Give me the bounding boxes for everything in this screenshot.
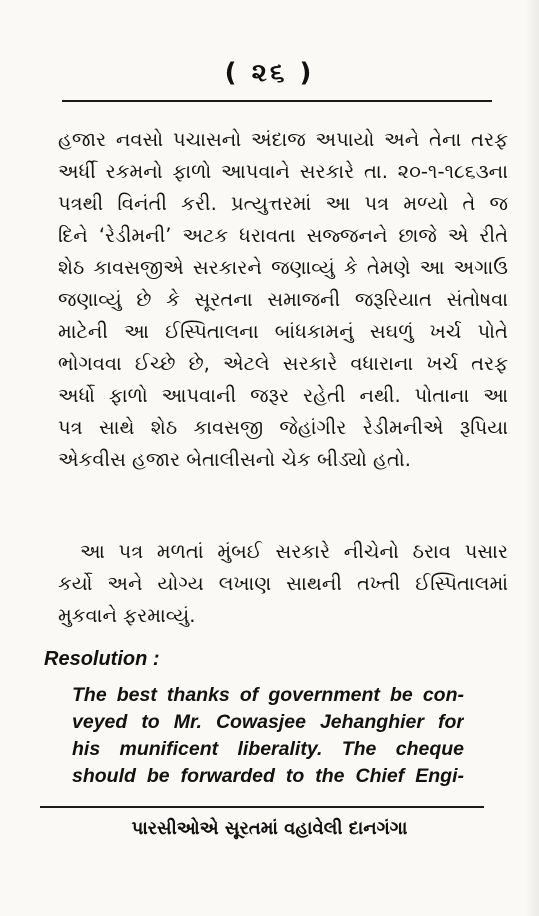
page-number: ( ૨૬ ): [224, 58, 315, 88]
text-line: દિને ‘રેડીમની’ અટક ધરાવતા સજ્જનને છાજે એ રીતે: [58, 224, 508, 247]
text-line: હજાર નવસો પચાસનો અંદાજ અપાયો અને તેના તરફ: [58, 128, 508, 151]
paragraph-1: [58, 124, 508, 476]
text-line: કર્યો અને યોગ્ય લખાણ સાથની તખ્તી ઈસ્પિતાલમાં: [58, 572, 508, 595]
quote-line: The best thanks of government be con-: [72, 684, 464, 706]
text-line: શેઠ કાવસજીએ સરકારને જણાવ્યું કે તેમણે આ અગાઉ: [58, 256, 508, 279]
page-edge-shadow: [525, 0, 539, 916]
text-line: જણાવ્યું છે કે સૂરતના સમાજની જરૂરિયાત સંતોષવા: [58, 288, 508, 311]
text-line: મુકવાને ફરમાવ્યું.: [58, 604, 196, 627]
quote-line: should be forwarded to the Chief Engi-: [72, 765, 464, 787]
bottom-divider: [40, 806, 484, 808]
quote-line: veyed to Mr. Cowasjee Jehanghier for: [72, 711, 464, 733]
paragraph-2: [58, 536, 508, 632]
resolution-heading: Resolution :: [44, 648, 160, 670]
quote-line: his munificent liberality. The cheque: [72, 738, 464, 760]
text-line: અર્ધી રકમનો ફાળો આપવાને સરકારે તા. ૨૦-૧-૧૮૬૩ના: [58, 160, 508, 183]
text-line: પત્ર સાથે શેઠ કાવસજી જેહાંગીર રેડીમનીએ રૂપિયા: [58, 416, 508, 439]
running-footer-title: પારસીઓએ સૂરતમાં વહાવેલી દાનગંગા: [131, 818, 408, 839]
resolution-quote: [72, 682, 464, 790]
text-line: માટેની આ ઈસ્પિતાલના બાંધકામનું સઘળું ખર્ચ પોતે: [58, 320, 508, 343]
top-divider: [62, 100, 492, 102]
text-line: અર્ધો ફાળો આપવાની જરૂર રહેતી નથી. પોતાના આ: [58, 384, 508, 407]
text-line: એકવીસ હજાર બેતાલીસનો ચેક બીડ્યો હતો.: [58, 448, 411, 471]
text-line: ભોગવવા ઈચ્છે છે, એટલે સરકારે વધારાના ખર્ચ તરફ: [58, 352, 508, 375]
text-line: આ પત્ર મળતાં મુંબઈ સરકારે નીચેનો ઠરાવ પસાર: [80, 540, 508, 563]
text-line: પત્રથી વિનંતી કરી. પ્રત્યુત્તરમાં આ પત્ર મળ્યો તે જ: [58, 192, 508, 215]
